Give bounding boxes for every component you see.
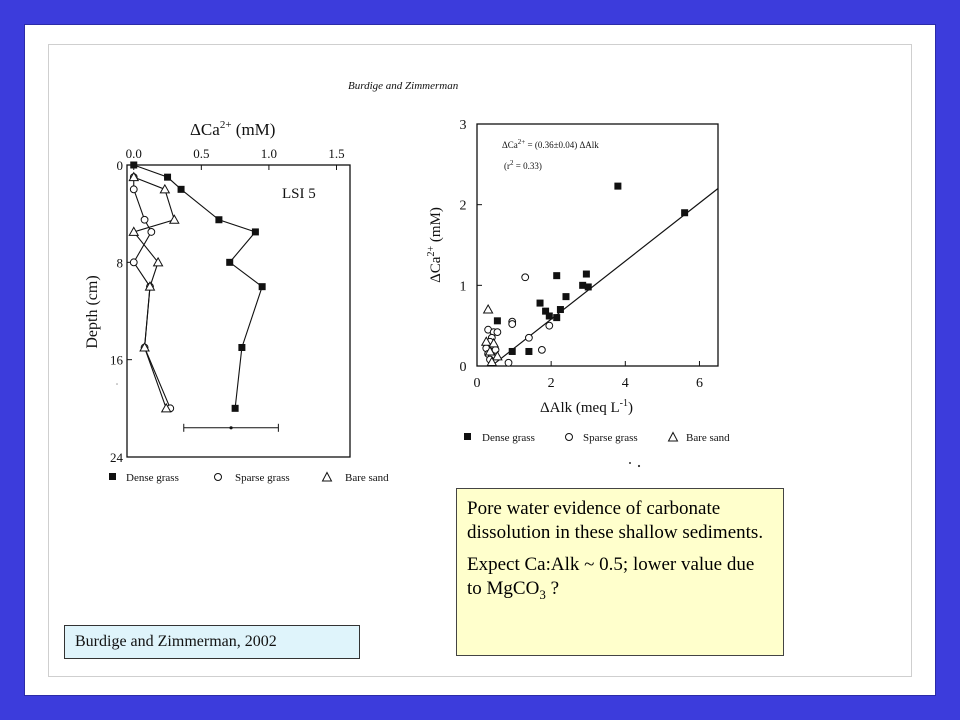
scatter-x-tick-label: 6 <box>695 376 703 391</box>
data-point-sparse-grass <box>505 359 512 366</box>
scatter-x-axis-title: ΔAlk (meq $L^{-1}$) <box>540 398 633 416</box>
data-point-sparse-grass <box>538 346 545 353</box>
data-point-sparse-grass <box>130 186 137 193</box>
data-point-dense-grass <box>215 216 222 223</box>
depth-chart-x-tick-label: 1.5 <box>328 146 345 161</box>
data-point-dense-grass <box>557 306 564 313</box>
scatter-r-squared: $(r^2 = 0.33)$ <box>504 159 542 171</box>
data-point-sparse-grass <box>546 322 553 329</box>
data-point-dense-grass <box>130 162 137 169</box>
legend-label-dense-grass: Dense grass <box>482 432 535 444</box>
data-point-dense-grass <box>546 312 553 319</box>
data-point-dense-grass <box>553 272 560 279</box>
callout-line-2: Expect Ca:Alk ~ 0.5; lower value due to MgCO$_3$ ? <box>467 554 755 602</box>
depth-chart-legend <box>109 472 389 484</box>
data-point-dense-grass <box>252 228 259 235</box>
scan-speck <box>629 462 631 464</box>
data-point-sparse-grass <box>522 274 529 281</box>
data-point-dense-grass <box>583 271 590 278</box>
scatter-y-axis-title: ΔCa$^{2+}$ (mM) <box>426 207 444 283</box>
series-line-bare-sand <box>134 177 175 408</box>
callout-box <box>456 488 784 656</box>
data-point-sparse-grass <box>494 329 501 336</box>
data-point-sparse-grass <box>526 334 533 341</box>
scatter-y-tick-label: 1 <box>459 279 467 295</box>
data-point-dense-grass <box>562 293 569 300</box>
scatter-legend <box>464 432 730 444</box>
legend-label-sparse-grass: Sparse grass <box>583 432 638 444</box>
data-point-dense-grass <box>259 283 266 290</box>
data-point-sparse-grass <box>148 229 155 236</box>
series-line-sparse-grass <box>134 177 170 408</box>
data-point-dense-grass <box>164 174 171 181</box>
data-point-bare-sand <box>160 185 169 193</box>
scatter-x-tick-label: 4 <box>621 376 629 391</box>
error-bar-center <box>229 426 232 429</box>
data-point-sparse-grass <box>509 321 516 328</box>
legend-marker-dense-grass <box>464 433 471 440</box>
data-point-dense-grass <box>537 300 544 307</box>
depth-chart-y-tick-label: 8 <box>116 255 123 271</box>
depth-profile-chart <box>84 119 350 465</box>
legend-label-bare-sand: Bare sand <box>686 432 730 444</box>
legend-label-bare-sand: Bare sand <box>345 472 389 484</box>
figure-header-credit: Burdige and Zimmerman <box>348 80 459 92</box>
scan-speck <box>638 465 640 467</box>
callout-line-1: Pore water evidence of carbonate dissolution in these shallow sediments. <box>467 498 764 543</box>
depth-chart-y-tick-label: 24 <box>110 450 123 465</box>
depth-chart-x-tick-label: 1.0 <box>260 146 278 161</box>
depth-chart-x-tick-label: 0.0 <box>125 146 142 161</box>
data-point-sparse-grass <box>141 216 148 223</box>
legend-marker-sparse-grass <box>215 474 222 481</box>
citation-box: Burdige and Zimmerman, 2002 <box>64 625 360 659</box>
data-point-sparse-grass <box>130 259 137 266</box>
data-point-dense-grass <box>553 314 560 321</box>
data-point-bare-sand <box>484 305 493 313</box>
scatter-y-tick-label: 0 <box>459 360 467 375</box>
depth-chart-x-tick-label: 0.5 <box>193 146 210 161</box>
series-bare-sand <box>129 173 179 412</box>
scatter-y-tick-label: 2 <box>459 198 467 214</box>
data-point-dense-grass <box>232 405 239 412</box>
data-point-dense-grass <box>509 348 516 355</box>
scatter-x-tick-label: 2 <box>547 376 555 391</box>
legend-marker-bare-sand <box>323 473 332 482</box>
data-point-dense-grass <box>226 259 233 266</box>
data-point-dense-grass <box>238 344 245 351</box>
scatter-y-tick-label: 3 <box>459 118 467 133</box>
data-point-dense-grass <box>525 348 532 355</box>
data-point-bare-sand <box>170 215 179 223</box>
data-point-dense-grass <box>681 209 688 216</box>
legend-label-sparse-grass: Sparse grass <box>235 472 290 484</box>
depth-chart-y-tick-label: 16 <box>110 352 123 368</box>
data-point-dense-grass <box>178 186 185 193</box>
legend-marker-dense-grass <box>109 473 116 480</box>
depth-chart-plot-frame <box>127 165 350 457</box>
data-point-dense-grass <box>614 183 621 190</box>
depth-chart-y-tick-label: 0 <box>116 158 123 173</box>
scatter-regression-equation: ΔCa$^{2+}$ = (0.36±0.04) ΔAlk <box>502 138 599 150</box>
data-point-dense-grass <box>494 317 501 324</box>
depth-chart-site-label: LSI 5 <box>282 186 316 202</box>
scan-specks <box>116 383 640 467</box>
depth-chart-error-bar <box>184 424 279 432</box>
legend-marker-bare-sand <box>669 433 678 442</box>
series-sparse-grass <box>130 174 173 412</box>
scatter-x-tick-label: 0 <box>473 376 481 391</box>
data-point-dense-grass <box>585 283 592 290</box>
ca-vs-alk-scatter-chart <box>426 118 718 416</box>
series-dense-grass <box>494 183 688 355</box>
scan-speck <box>116 383 118 385</box>
depth-chart-y-axis-title: Depth (cm) <box>84 275 101 349</box>
depth-chart-x-axis-title: ΔCa$^{2+}$ (mM) <box>190 119 276 139</box>
legend-label-dense-grass: Dense grass <box>126 472 179 484</box>
legend-marker-sparse-grass <box>566 434 573 441</box>
